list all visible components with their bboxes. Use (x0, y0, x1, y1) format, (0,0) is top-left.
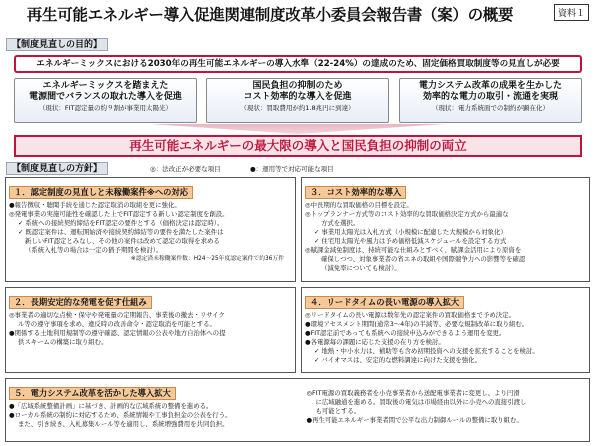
panel-3-line: ◎トップランナー方式等のコスト効率的な買取価格決定方式から最適な (305, 210, 509, 218)
goal-1-line1: エネルギーミックスを踏まえた (42, 81, 169, 91)
goal-box-2 (206, 78, 389, 123)
panel-5-right-line: に広域融通を進める。買取後の電気は市場経由以外に小売への直接引渡し (315, 398, 527, 406)
panel-1-line: ✓ 系統への接続契約締結をFIT認定の要件とする（価格決定は認定時）。 (18, 219, 224, 227)
panel-4-line: ●環境アセスメント期間(通常3～4年)の半減等、必要な規制改革に取り組む。 (305, 320, 529, 328)
goal-1-line2: 電源間でバランスの取れた導入を促進 (29, 92, 182, 102)
panel-3-line: ✓ 事業用太陽光は入札方式（小規模に配慮した大規模から対象化） (314, 228, 507, 236)
panel-4-heading: ４．リードタイムの長い電源の導入拡大 (305, 296, 464, 309)
panel-5-left-line: また、引き続き、入札募集ルール等を適用し、系統増強費用を共同負担。 (18, 420, 229, 428)
material-badge: 資料１ (554, 4, 589, 21)
panel-5-left-column (9, 402, 300, 429)
panel-5-right-line: も可能とする。 (315, 407, 361, 415)
panel-5-right-line: ◎FIT電源の買取義務者を小売事業者から送配電事業者に変更し、より円滑 (306, 389, 520, 397)
goal-2-note: （現状：買取費用が約1.8兆円に到達） (240, 104, 355, 112)
goal-3-line2: 効率的な電力の取引・流通を実現 (422, 92, 558, 102)
panel-2-line: 供スキームの構築に取り組む。 (18, 338, 108, 346)
panel-power-system-reform (5, 378, 590, 442)
main-goal-banner: 再生可能エネルギーの最大限の導入と国民負担の抑制の両立 (14, 135, 582, 157)
panel-5-right-line: ●再生可能エネルギー事業者間で公平な出力制御ルールの整備に取り組む。 (306, 416, 523, 424)
panel-5-left-line: ●ローカル系統の制約に対応するため、系統情報や工事負担金の公表を行う。 (9, 411, 232, 419)
legend-operation: ●：運用等で対応可能な項目 (250, 165, 334, 173)
panel-1-line: （系統入札等の場合は一定の猶予期間を検討）。 (25, 246, 163, 254)
panel-3-line: ✓ 住宅用太陽光や風力は予め価格低減スケジュールを設定する方式 (314, 237, 507, 245)
panel-3-line: （減免率についても検討）。 (321, 264, 401, 272)
panel-2-line: ◎事業者の適切な点検・保守や発電量の定期報告、事業後の撤去・リサイク (9, 311, 225, 319)
panel-2-line: ●関係する土地利用規制等の遵守確認、認定情報の公表や地方自治体への提 (9, 329, 226, 337)
panel-4-line: ✓ 地熱・中小水力は、補助等も含め初期投資への支援を拡充することを検討。 (314, 347, 539, 355)
panel-long-term-generation (5, 287, 296, 373)
panel-3-line: 確保しつつ、対象事業者の省エネの取組や国際競争力への影響等を確認 (321, 255, 526, 263)
panel-lead-time (301, 287, 590, 373)
goal-box-3 (399, 78, 582, 123)
panel-1-heading: １．認定制度の見直しと未稼働案件※への対応 (9, 186, 193, 199)
page-title: 再生可能エネルギー導入促進関連制度改革小委員会報告書（案）の概要 (26, 6, 514, 24)
down-arrow-icon (150, 124, 445, 134)
panel-2-heading: ２．長期安定的な発電を促す仕組み (9, 296, 152, 309)
panel-5-left-line: ●「広域系統整備計画」に基づき、計画的な広域系統の整備を進める。 (9, 402, 213, 410)
goal-2-line1: 国民負担の抑制のため (252, 81, 343, 91)
panel-1-line: 新しいFIT認定とみなし、その他の案件は改めて認定の取得を求める (25, 237, 220, 245)
purpose-bar: エネルギーミックスにおける2030年の再生可能エネルギーの導入水準（22-24%）の達成のため、固定価格買取制度等の見直しが必要 (14, 55, 582, 73)
goal-2-line2: コスト効率的な導入を促進 (243, 92, 352, 102)
panel-3-line: 方式を選択。 (321, 219, 360, 227)
panel-5-right-column (306, 389, 586, 429)
panel-3-heading: ３．コスト効率的な導入 (305, 186, 406, 199)
goal-1-note: （現状：FIT認定量の約９割が事業用太陽光） (38, 104, 173, 112)
purpose-label: 【制度見直しの目的】 (6, 38, 108, 51)
panel-4-line: ●各電源毎の課題に応じた支援の在り方を検討。 (305, 338, 445, 346)
panel-3-line: ◎賦課金減免制度は、持続可能な仕組みとすべく、賦課金活用により原資を (305, 246, 522, 254)
panel-cost-efficiency (301, 177, 590, 282)
panel-5-heading: ５．電力システム改革を活かした導入拡大 (9, 387, 176, 400)
panel-4-line: ◎リードタイムの長い電源は数年先の認定案件の買取価格まで予め決定。 (305, 311, 515, 319)
panel-4-line: ✓ バイオマスは、安定的な燃料調達に向けた支援を強化。 (314, 356, 481, 364)
legend-law: ◎：法改正が必要な項目 (150, 165, 221, 173)
goal-3-line1: 電力システム改革の成果を生かした (418, 81, 563, 91)
panel-4-line: ●FIT認定前であっても系統への接続申込みができるよう運用を変更。 (305, 329, 506, 337)
panel-1-line: ✓ 既認定案件は、運転開始済や接続契約締結等の要件を満たした案件は (18, 228, 224, 236)
panel-1-footnote: ※認定済未稼働案件数：H24～25年度認定案件で約36万件 (130, 256, 284, 262)
panel-3-line: ◎中長期的な買取価格の目標を設定。 (305, 201, 413, 209)
panel-certification (5, 177, 296, 282)
panel-1-line: ●報告徴収・聴聞手続を通じた認定取消の取組を更に強化。 (9, 201, 181, 209)
panel-1-line: ◎発電事業の実施可能性を確認した上でFIT認定する新しい認定制度を創設。 (9, 210, 229, 218)
goal-3-note: （現状：電力系統面での制約が顕在化） (432, 104, 549, 112)
policy-label: 【制度見直しの方針】 (6, 162, 108, 175)
goal-box-1 (14, 78, 197, 123)
panel-2-line: ル等の遵守事項を求め、違反時の改善命令・認定取消を可能とする。 (18, 320, 216, 328)
